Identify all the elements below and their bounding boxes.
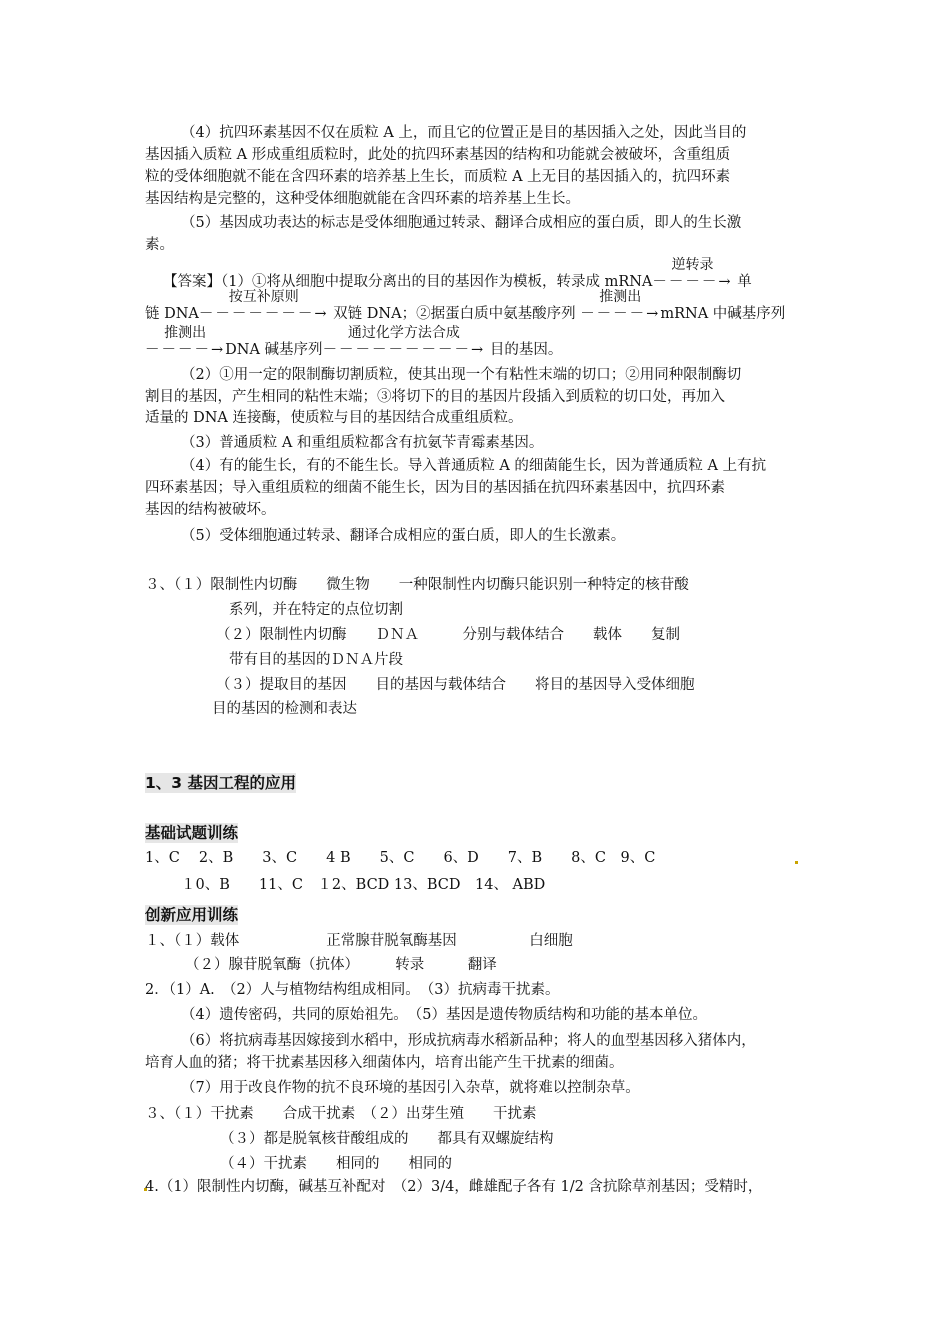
a3-line: （3）普通质粒 A 和重组质粒都含有抗氨苄青霉素基因。	[181, 435, 544, 451]
answer-line-2	[145, 289, 786, 324]
a4-line-3: 基因的结构被破坏。	[145, 502, 276, 518]
c2-line-4: 培育人血的猪；将干扰素基因移入细菌体内，培育出能产生干扰素的细菌。	[145, 1055, 624, 1071]
a2-line-1: （2）①用一定的限制酶切割质粒，使其出现一个有粘性末端的切口；②用同种限制酶切	[181, 367, 742, 383]
section-heading-1-3: 1、3 基因工程的应用	[145, 774, 296, 792]
arrow-label: 推测出	[599, 289, 642, 305]
a2-line-2: 割目的基因，产生相同的粘性末端；③将切下的目的基因片段插入到质粒的切口处，再加入	[145, 389, 725, 405]
reverse-transcription-arrow: 逆转录 －－－－→	[652, 257, 733, 290]
c3-line-3: （４）干扰素 相同的 相同的	[220, 1156, 452, 1172]
answer-line-3	[145, 325, 563, 360]
q3-line-4: 带有目的基因的ＤＮＡ片段	[229, 652, 403, 668]
chemical-synthesis-arrow: 通过化学方法合成 －－－－－－－－－→	[322, 325, 486, 358]
answer-text: 单	[737, 274, 752, 290]
answer-text: mRNA 中碱基序列	[660, 306, 786, 322]
answer-text: DNA 碱基序列	[225, 342, 323, 358]
q3-line-6: 目的基因的检测和表达	[212, 701, 357, 717]
basic-answers-line-1: 1、C 2、B 3、C 4 B 5、C 6、D 7、B 8、C 9、C	[145, 850, 656, 866]
arrow-label: 逆转录	[671, 257, 714, 273]
answer-text: 链 DNA	[145, 306, 199, 322]
a5-line: （5）受体细胞通过转录、翻译合成相应的蛋白质，即人的生长激素。	[181, 528, 626, 544]
c2-line-3: （6）将抗病毒基因嫁接到水稻中，形成抗病毒水稻新品种；将人的血型基因移入猪体内，	[181, 1033, 756, 1049]
p4-line-1: （4）抗四环素基因不仅在质粒 A 上，而且它的位置正是目的基因插入之处，因此当目的	[181, 125, 747, 141]
complement-arrow: 按互补原则 －－－－－－－→	[198, 289, 329, 322]
q3-line-1: ３、（１）限制性内切酶 微生物 一种限制性内切酶只能识别一种特定的核苷酸	[145, 577, 689, 593]
c1-line-1: １、（１）载体 正常腺苷脱氧酶基因 白细胞	[145, 933, 573, 949]
q3-line-2: 系列，并在特定的点位切割	[229, 602, 403, 618]
heading-innovation-training: 创新应用训练	[145, 906, 239, 924]
heading-basic-training: 基础试题训练	[145, 824, 239, 842]
q3-line-5: （３）提取目的基因 目的基因与载体结合 将目的基因导入受体细胞	[216, 677, 695, 693]
answer-text: 【答案】（1）①将从细胞中提取分离出的目的基因作为模板，转录成 mRNA	[163, 274, 653, 290]
p5-line-2: 素。	[145, 237, 174, 253]
a4-line-1: （4）有的能生长，有的不能生长。导入普通质粒 A 的细菌能生长，因为普通质粒 A 上有抗	[181, 458, 767, 474]
a2-line-3: 适量的 DNA 连接酶，使质粒与目的基因结合成重组质粒。	[145, 410, 523, 426]
a4-line-2: 四环素基因；导入重组质粒的细菌不能生长，因为目的基因插在抗四环素基因中，抗四环素	[145, 480, 725, 496]
p4-line-3: 粒的受体细胞就不能在含四环素的培养基上生长，而质粒 A 上无目的基因插入的，抗四环素	[145, 169, 731, 185]
c2-line-1: 2．（1）A. （2）人与植物结构组成相同。 （3）抗病毒干扰素。	[145, 982, 560, 998]
p5-line-1: （5）基因成功表达的标志是受体细胞通过转录、翻译合成相应的蛋白质，即人的生长激	[181, 215, 742, 231]
q3-line-3: （２）限制性内切酶 ＤＮＡ 分别与载体结合 载体 复制	[216, 627, 680, 643]
p4-line-2: 基因插入质粒 A 形成重组质粒时，此处的抗四环素基因的结构和功能就会被破坏，含重组质	[145, 147, 731, 163]
infer-arrow-2: 推测出 －－－－→	[145, 325, 226, 358]
c3-line-1: ３、（１）干扰素 合成干扰素 （２）出芽生殖 干扰素	[145, 1106, 537, 1122]
c1-line-2: （２）腺苷脱氧酶（抗体） 转录 翻译	[185, 957, 497, 973]
answer-text: 目的基因。	[489, 342, 563, 358]
c4-line-1: 4.（1）限制性内切酶，碱基互补配对 （2）3/4，雌雄配子各有 1/2 含抗除草剂基因；受精时，	[145, 1179, 763, 1195]
c2-line-5: （7）用于改良作物的抗不良环境的基因引入杂草，就将难以控制杂草。	[181, 1080, 640, 1096]
infer-arrow-1: 推测出 －－－－→	[580, 289, 661, 322]
c3-line-2: （３）都是脱氧核苷酸组成的 都具有双螺旋结构	[220, 1131, 554, 1147]
arrow-label: 通过化学方法合成	[347, 325, 460, 341]
p4-line-4: 基因结构是完整的，这种受体细胞就能在含四环素的培养基上生长。	[145, 191, 580, 207]
arrow-label: 推测出	[164, 325, 207, 341]
yellow-dot-mark	[795, 861, 798, 864]
basic-answers-line-2: １0、B 11、C １2、BCD 13、BCD 14、 ABD	[181, 877, 546, 893]
arrow-label: 按互补原则	[228, 289, 299, 305]
c2-line-2: （4）遗传密码，共同的原始祖先。 （5）基因是遗传物质结构和功能的基本单位。	[181, 1007, 707, 1023]
answer-text: 双链 DNA；②据蛋白质中氨基酸序列	[333, 306, 576, 322]
